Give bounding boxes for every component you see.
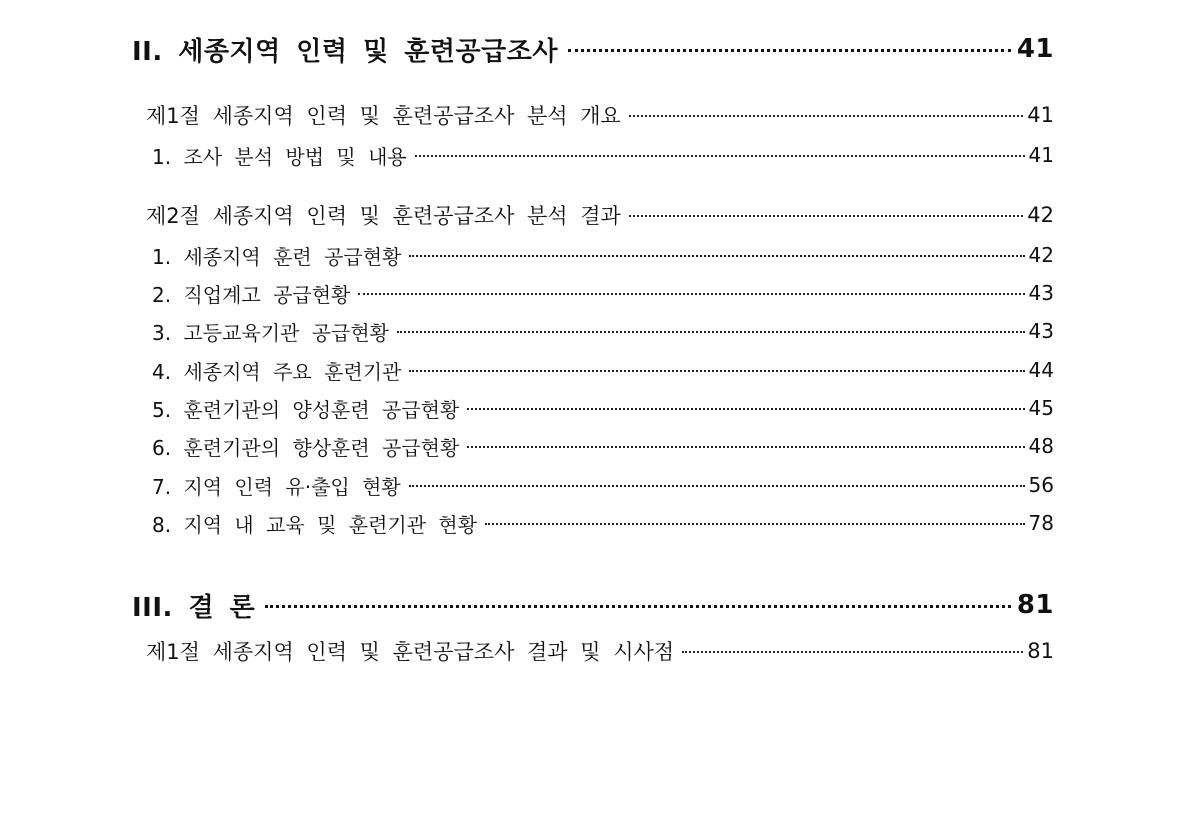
- toc-item[interactable]: [152, 508, 1054, 538]
- toc-item[interactable]: [152, 355, 1054, 385]
- toc-item[interactable]: [152, 240, 1054, 270]
- dot-leader: [467, 446, 1024, 448]
- section-title: 제2절 세종지역 인력 및 훈련공급조사 분석 결과: [146, 204, 621, 228]
- dot-leader: [682, 651, 1023, 653]
- page-number: 81: [1027, 639, 1054, 663]
- item-title: 7. 지역 인력 유·출입 현황: [152, 474, 401, 499]
- page-number: 56: [1028, 473, 1054, 497]
- page-number: 42: [1028, 243, 1054, 267]
- item-title: 2. 직업계고 공급현황: [152, 282, 351, 307]
- page-number: 41: [1027, 103, 1054, 127]
- toc-chapter-3[interactable]: [132, 585, 1054, 625]
- item-title: 3. 고등교육기관 공급현황: [152, 320, 389, 345]
- toc-item[interactable]: [152, 316, 1054, 346]
- chapter-title: II. 세종지역 인력 및 훈련공급조사: [132, 36, 558, 67]
- dot-leader: [629, 215, 1023, 217]
- dot-leader: [415, 155, 1025, 157]
- toc-section-2-1[interactable]: [146, 100, 1054, 130]
- dot-leader: [409, 255, 1024, 257]
- toc-item[interactable]: [152, 393, 1054, 423]
- page-number: 81: [1016, 590, 1054, 620]
- page-number: 43: [1028, 319, 1054, 343]
- dot-leader: [397, 331, 1025, 333]
- item-title: 8. 지역 내 교육 및 훈련기관 현황: [152, 512, 478, 537]
- dot-leader: [358, 293, 1024, 295]
- dot-leader: [409, 370, 1024, 372]
- dot-leader: [265, 605, 1011, 608]
- page-number: 41: [1016, 34, 1054, 64]
- page-number: 41: [1028, 143, 1054, 167]
- dot-leader: [467, 408, 1024, 410]
- item-title: 6. 훈련기관의 향상훈련 공급현황: [152, 435, 460, 460]
- dot-leader: [629, 115, 1023, 117]
- toc-chapter-2[interactable]: [132, 29, 1054, 69]
- page-number: 44: [1028, 358, 1054, 382]
- section-title: 제1절 세종지역 인력 및 훈련공급조사 결과 및 시사점: [146, 640, 675, 664]
- toc-item[interactable]: [152, 470, 1054, 500]
- page-number: 43: [1028, 281, 1054, 305]
- item-title: 1. 세종지역 훈련 공급현황: [152, 244, 402, 269]
- chapter-title: III. 결 론: [132, 592, 256, 623]
- item-title: 4. 세종지역 주요 훈련기관: [152, 359, 402, 384]
- dot-leader: [409, 485, 1025, 487]
- toc-item[interactable]: [152, 140, 1054, 170]
- page-number: 45: [1028, 396, 1054, 420]
- toc-section-3-1[interactable]: [146, 636, 1054, 666]
- section-title: 제1절 세종지역 인력 및 훈련공급조사 분석 개요: [146, 104, 621, 128]
- toc-item[interactable]: [152, 431, 1054, 461]
- page-number: 48: [1028, 434, 1054, 458]
- item-title: 5. 훈련기관의 양성훈련 공급현황: [152, 397, 460, 422]
- page-number: 42: [1027, 203, 1054, 227]
- item-title: 1. 조사 분석 방법 및 내용: [152, 144, 407, 169]
- dot-leader: [568, 49, 1011, 52]
- toc-section-2-2[interactable]: [146, 200, 1054, 230]
- dot-leader: [485, 523, 1024, 525]
- page-number: 78: [1028, 511, 1054, 535]
- toc-item[interactable]: [152, 278, 1054, 308]
